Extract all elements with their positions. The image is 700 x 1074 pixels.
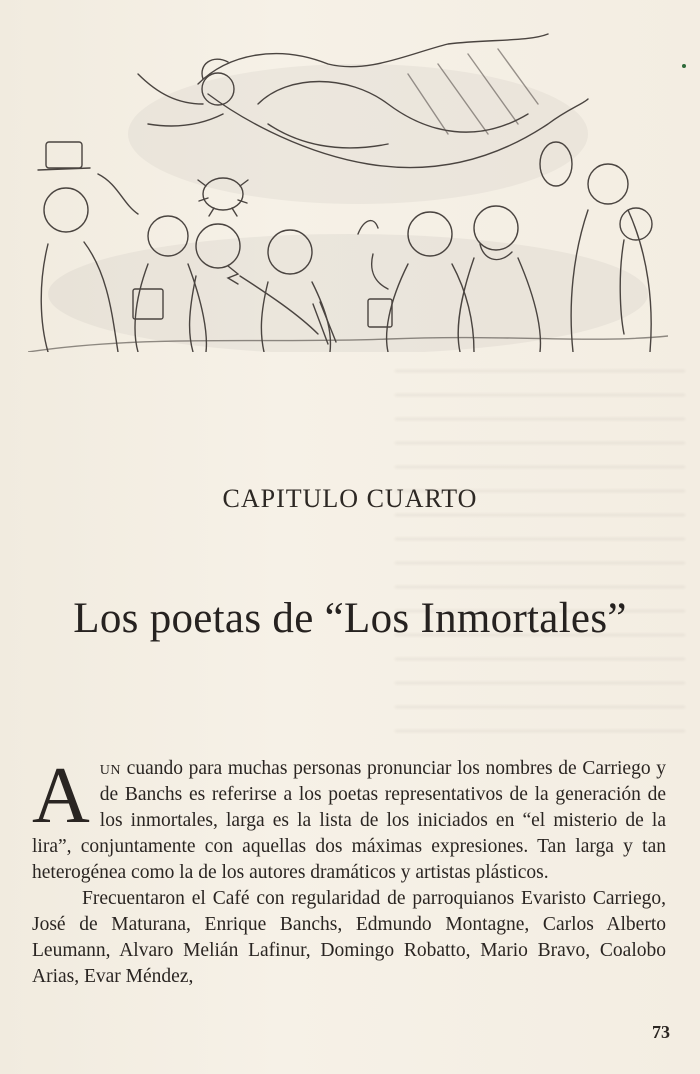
chapter-label: CAPITULO CUARTO [222, 484, 478, 513]
body-text [32, 752, 666, 990]
paragraph-1 [32, 752, 666, 886]
chapter-illustration [28, 14, 668, 352]
paragraph-1-text: cuando para muchas personas pronunciar los nombres de Carriego y de Banchs es referirse a los poetas representativos de la generación de los inmortales, larga es la lista de los iniciados en “el misterio de la lira”, conjuntamente con aquellas dos máximas expresiones. Tan larga y tan heterogénea como la de los autores dramáticos y artistas plásticos. [32, 758, 666, 883]
drop-cap: A [32, 752, 90, 840]
page-number: 73 [652, 1022, 670, 1042]
chapter-title: Los poetas de “Los Inmortales” [73, 595, 627, 642]
paragraph-2: Frecuentaron el Café con regularidad de parroquianos Evaristo Carriego, José de Maturana, Enrique Banchs, Edmundo Montagne, Carlos Alberto Leumann, Alvaro Melián Lafinur, Domingo Robatto, Mario Bravo, Coalobo Arias, Evar Méndez, [32, 888, 666, 987]
opening-smallcaps: un [99, 758, 122, 779]
ink-speck [682, 64, 686, 68]
show-through-text [395, 360, 685, 740]
